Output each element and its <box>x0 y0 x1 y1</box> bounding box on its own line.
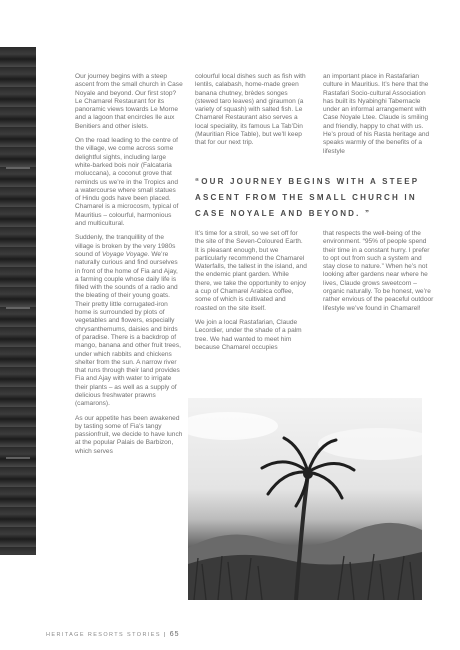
article-column-3 <box>323 73 435 162</box>
photo-highlight <box>6 307 30 309</box>
left-edge-photo <box>0 47 36 555</box>
article-column-2 <box>195 73 307 154</box>
paragraph: an important place in Rastafarian culture in Mauritius. It’s here that the Rastafari Socio-cultural Association has built its Nyabinghi Tabernacle under an informal arrangement with Case Noyale Ltee. Claude is smiling and friendly, happy to chat with us. He’s proud of his Rasta heritage and speaks warmly of the benefits of a lifestyle <box>323 73 430 155</box>
page-number: 65 <box>169 631 180 638</box>
pull-quote: “OUR JOURNEY BEGINS WITH A STEEP ASCENT FROM THE SMALL CHURCH IN CASE NOYALE AND BEYOND. ” <box>195 177 420 218</box>
photo-highlight <box>6 457 30 459</box>
paragraph: Our journey begins with a steep ascent from the small church in Case Noyale and beyond. Our first stop? Le Chamarel Restaurant for its panoramic views towards Le Morne and a lagoon that encircles Ile aux Benitiers and other islets. <box>75 73 183 130</box>
article-column-5 <box>323 230 435 319</box>
song-title: Voyage Voyage <box>101 250 148 258</box>
publication-name: HERITAGE RESORTS STORIES <box>46 632 161 638</box>
page-footer <box>46 631 180 638</box>
photo-highlight <box>6 167 30 169</box>
paragraph: As our appetite has been awakened by tasting some of Fia’s tangy passionfruit, we decide to have lunch at the popular Palais de Barbizon, which serves <box>75 414 183 455</box>
paragraph <box>75 234 183 408</box>
article-column-1 <box>75 73 183 462</box>
palm-tree-photo <box>188 398 422 600</box>
paragraph: It’s time for a stroll, so we set off for the site of the Seven-Coloured Earth. It is pleasant enough, but we particularly recommend the Chamarel Waterfalls, the tallest in the island, and the endemic plant garden. While there, we take the opportunity to enjoy a cup of Chamarel Arabica coffee, some of which is cultivated and roasted on the site itself. <box>195 230 307 312</box>
paragraph: colourful local dishes such as fish with lentils, calabash, home-made green banana chutney, brèdes songes (stewed taro leaves) and giraumon (a variety of squash) with salted fish. Le Chamarel Restaurant also serves a local speciality, its famous La Tab’Din (Mauritian Rice Table), but we’ll keep that for our next trip. <box>195 73 306 147</box>
paragraph: We join a local Rastafarian, Claude Lecordier, under the shade of a palm tree. We had wanted to meet him because Chamarel occupies <box>195 318 302 351</box>
text: . We’re naturally curious and find ourselves in front of the home of Fia and Ajay, a farming couple whose daily life is filled with the sounds of a radio and the bleating of their young goats. Their pretty little corrugated-iron home is surrounded by plots of vegetables and flowers, especially chrysanthemums, daisies and birds of paradise. There is a backdrop of mango, banana and other fruit trees, under which rabbits and chickens shelter from the sun. A narrow river that runs through their land provides Fia and Ajay with water to irrigate their plants – as well as a supply of delicious freshwater prawns (camarons). <box>75 250 181 408</box>
footer-separator: | <box>163 632 167 638</box>
article-column-4 <box>195 230 307 358</box>
paragraph: that respects the well-being of the environment. “95% of people spend their time in a constant hurry. I prefer to opt out from such a system and stay close to nature.” When he’s not looking after gardens near where he lives, Claude grows sweetcorn – organic naturally. To be honest, we’re rather envious of the peaceful outdoor lifestyle we’ve found in Chamarel! <box>323 230 434 312</box>
text: Suddenly, the tranquillity of the village is broken by the very 1980s sound of <box>75 234 176 258</box>
paragraph: On the road leading to the centre of the village, we come across some delightful sights, including large white-barked bois noir (Falcataria moluccana), a coconut grove that reminds us we’re in the Tropics and a watercourse where small statues of Hindu gods have been placed. Chamarel is a microcosm, typical of Mauritius – colourful, harmonious and multicultural. <box>75 137 179 228</box>
palm-tree-illustration <box>188 398 422 600</box>
